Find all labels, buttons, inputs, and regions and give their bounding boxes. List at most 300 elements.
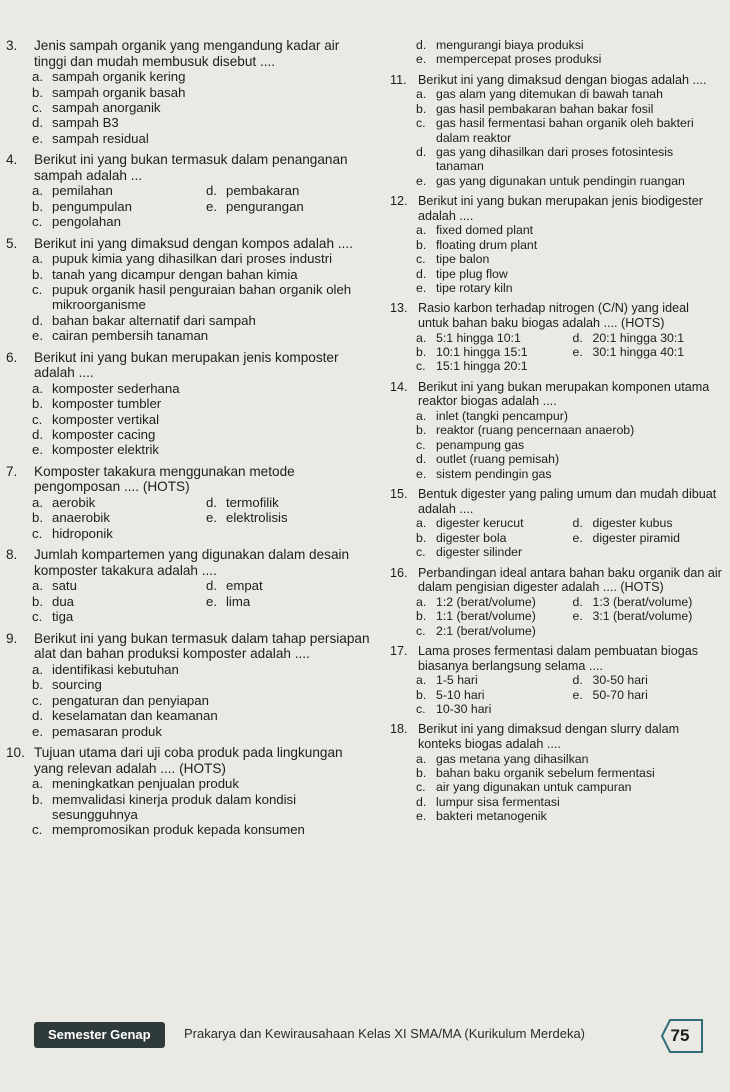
question-text: Rasio karbon terhadap nitrogen (C/N) yang ideal untuk bahan baku biogas adalah .... (HOTS) (418, 301, 689, 331)
option-text: komposter cacing (52, 427, 156, 443)
answer-option[interactable] (416, 223, 723, 237)
option-letter: c. (416, 623, 426, 638)
options-list (416, 673, 723, 716)
option-text: identifikasi kebutuhan (52, 661, 179, 677)
options-list (416, 87, 723, 188)
option-text (593, 702, 724, 716)
answer-option[interactable] (32, 578, 200, 593)
question-stem (4, 464, 374, 495)
question-stem (4, 236, 374, 252)
option-text: tipe plug flow (436, 266, 508, 281)
option-letter: a. (32, 69, 43, 85)
question-text: Berikut ini yang dimaksud dengan kompos adalah .... (34, 235, 353, 251)
question-stem (388, 566, 723, 595)
question-text: Berikut ini yang bukan termasuk dalam tahap persiapan alat dan bahan produksi komposter adalah .... (34, 630, 370, 662)
question-item (388, 487, 723, 559)
option-text (226, 609, 374, 624)
answer-option[interactable] (206, 199, 374, 214)
option-text: hidroponik (52, 525, 113, 541)
option-text: 10-30 hari (436, 701, 492, 716)
answer-option[interactable] (416, 102, 723, 116)
answer-option[interactable] (32, 282, 374, 313)
question-number: 18. (390, 722, 408, 737)
answer-option[interactable] (416, 595, 567, 609)
options-list (32, 662, 374, 739)
option-text: tipe rotary kiln (436, 281, 513, 296)
option-text: tiga (52, 609, 74, 625)
option-text: bahan baku organik sebelum fermentasi (436, 765, 655, 780)
answer-option[interactable] (416, 673, 567, 687)
options-list (32, 495, 374, 541)
option-text: fixed domed plant (436, 223, 534, 238)
answer-option[interactable] (32, 412, 374, 427)
answer-option[interactable] (416, 174, 723, 188)
option-letter: a. (32, 183, 43, 199)
answer-option[interactable] (32, 526, 200, 541)
option-letter: b. (416, 423, 427, 438)
question-text: Komposter takakura menggunakan metode pengomposan .... (HOTS) (34, 463, 295, 495)
option-text: gas alam yang ditemukan di bawah tanah (436, 87, 663, 102)
answer-option[interactable] (32, 396, 374, 411)
options-list (32, 183, 374, 229)
option-text: 5:1 hingga 10:1 (436, 330, 521, 345)
options-list (32, 381, 374, 458)
answer-option[interactable] (416, 281, 723, 295)
option-text: komposter elektrik (52, 442, 160, 458)
option-text: penampung gas (436, 437, 525, 452)
option-letter: b. (416, 687, 427, 702)
option-text: pengurangan (226, 198, 304, 214)
option-text: mempercepat proses produksi (436, 52, 602, 67)
options-list (32, 251, 374, 343)
answer-option[interactable] (32, 100, 374, 115)
answer-option[interactable] (416, 702, 567, 716)
answer-option[interactable] (206, 609, 374, 624)
question-text: Lama proses fermentasi dalam pembuatan biogas biasanya berlangsung selama .... (418, 643, 699, 673)
option-text (593, 359, 724, 373)
option-text: 1:3 (berat/volume) (592, 594, 693, 609)
option-letter: b. (32, 266, 43, 282)
question-item (4, 38, 374, 146)
option-letter: c. (32, 411, 43, 427)
option-letter (206, 609, 226, 624)
option-text: memvalidasi kinerja produk dalam kondisi sesungguhnya (52, 791, 297, 822)
answer-option[interactable] (416, 52, 723, 66)
answer-option[interactable] (416, 609, 567, 623)
question-text: Berikut ini yang bukan merupakan komponen utama reaktor biogas adalah .... (418, 379, 710, 409)
option-letter: e. (572, 687, 583, 702)
question-item (4, 547, 374, 624)
question-text: Perbandingan ideal antara bahan baku organik dan air dalam pengisian digester adalah .... (HOTS) (418, 565, 722, 595)
question-text: Jenis sampah organik yang mengandung kadar air tinggi dan mudah membusuk disebut .... (34, 38, 340, 69)
option-text: 1-5 hari (436, 673, 478, 688)
question-number: 11. (390, 72, 407, 87)
option-text: pemasaran produk (52, 723, 162, 739)
option-text: lumpur sisa fermentasi (436, 794, 560, 809)
option-letter: a. (416, 223, 427, 238)
answer-option[interactable] (32, 792, 374, 823)
answer-option[interactable] (416, 238, 723, 252)
option-text: 20:1 hingga 30:1 (592, 330, 685, 345)
answer-option[interactable] (32, 115, 374, 130)
options-list (416, 38, 723, 67)
answer-option[interactable] (416, 87, 723, 101)
option-letter: c. (416, 701, 426, 716)
answer-option[interactable] (32, 693, 374, 708)
question-number: 12. (390, 194, 408, 209)
answer-option[interactable] (32, 662, 374, 677)
option-letter: a. (416, 87, 427, 102)
answer-option[interactable] (573, 516, 724, 530)
answer-option[interactable] (206, 214, 374, 229)
question-number: 6. (6, 349, 18, 365)
option-letter: a. (32, 380, 43, 396)
option-text: pengumpulan (52, 198, 132, 214)
option-letter: e. (32, 442, 43, 458)
option-text: sampah residual (52, 130, 149, 146)
option-letter (573, 359, 593, 373)
answer-option[interactable] (573, 624, 724, 638)
question-item (388, 380, 723, 481)
option-text: pupuk kimia yang dihasilkan dari proses industri (52, 251, 333, 267)
option-letter: e. (416, 52, 427, 67)
option-letter: c. (416, 252, 426, 267)
answer-option[interactable] (206, 183, 374, 198)
option-text: sourcing (52, 677, 102, 693)
option-text: sampah anorganik (52, 100, 161, 115)
option-text: floating drum plant (436, 237, 538, 252)
question-number: 4. (6, 152, 18, 168)
option-letter: b. (32, 791, 43, 807)
option-text: digester piramid (592, 530, 680, 545)
answer-option[interactable] (32, 724, 374, 739)
option-letter: a. (32, 661, 43, 677)
question-stem (4, 745, 374, 776)
answer-option[interactable] (573, 345, 724, 359)
answer-option[interactable] (32, 510, 200, 525)
option-letter: d. (572, 673, 583, 688)
option-letter: c. (32, 282, 43, 298)
question-stem (4, 547, 374, 578)
answer-option[interactable] (573, 545, 724, 559)
answer-option[interactable] (32, 594, 200, 609)
answer-option[interactable] (206, 594, 374, 609)
question-stem (388, 194, 723, 223)
option-text: pengaturan dan penyiapan (52, 692, 209, 708)
option-text: sampah organik basah (52, 84, 186, 100)
option-letter: b. (32, 677, 43, 693)
options-list (416, 409, 723, 481)
option-letter: d. (416, 145, 427, 160)
option-letter: a. (416, 409, 427, 424)
option-letter: e. (206, 198, 217, 214)
option-text: pembakaran (226, 183, 300, 199)
answer-option[interactable] (416, 545, 567, 559)
option-letter: a. (416, 673, 427, 688)
answer-option[interactable] (206, 526, 374, 541)
question-number: 17. (390, 643, 408, 658)
answer-option[interactable] (32, 267, 374, 282)
answer-option[interactable] (573, 359, 724, 373)
option-text (593, 624, 724, 638)
option-text: 30-50 hari (592, 673, 648, 688)
option-text: termofilik (226, 495, 279, 511)
answer-option[interactable] (416, 688, 567, 702)
question-stem (388, 301, 723, 330)
option-text: gas yang dihasilkan dari proses fotosintesis tanaman (436, 145, 674, 174)
option-text: digester kerucut (436, 516, 524, 531)
answer-option[interactable] (32, 381, 374, 396)
question-item (4, 236, 374, 344)
option-text: elektrolisis (226, 510, 288, 526)
answer-option[interactable] (32, 183, 200, 198)
option-letter: b. (416, 530, 427, 545)
question-stem (388, 722, 723, 751)
option-letter: e. (572, 530, 583, 545)
answer-option[interactable] (32, 609, 200, 624)
option-letter: c. (416, 116, 426, 131)
answer-option[interactable] (32, 85, 374, 100)
option-letter: d. (416, 266, 427, 281)
option-letter: c. (32, 100, 43, 115)
question-text: Jumlah kompartemen yang digunakan dalam desain komposter takakura adalah .... (34, 547, 350, 578)
answer-option[interactable] (416, 795, 723, 809)
option-letter (206, 214, 226, 229)
option-letter: d. (206, 578, 217, 594)
right-column (388, 38, 723, 830)
option-letter: b. (416, 237, 427, 252)
option-text: gas hasil fermentasi bahan organik oleh bakteri dalam reaktor (436, 116, 694, 145)
option-letter: b. (416, 101, 427, 116)
option-letter: a. (416, 516, 427, 531)
answer-option[interactable] (32, 495, 200, 510)
option-text: 1:2 (berat/volume) (436, 594, 536, 609)
answer-option[interactable] (32, 69, 374, 84)
option-letter: c. (416, 780, 426, 795)
question-number: 16. (390, 565, 408, 580)
option-letter: e. (416, 466, 427, 481)
option-letter: a. (32, 251, 43, 267)
question-item (388, 644, 723, 716)
option-text: komposter tumbler (52, 396, 162, 412)
answer-option[interactable] (416, 624, 567, 638)
option-text (226, 526, 374, 541)
options-list (416, 516, 723, 559)
options-list (416, 223, 723, 295)
answer-option[interactable] (573, 331, 724, 345)
question-stem (4, 631, 374, 662)
option-text: dua (52, 593, 75, 609)
question-text: Tujuan utama dari uji coba produk pada lingkungan yang relevan adalah .... (HOTS) (34, 744, 343, 776)
option-letter: e. (32, 130, 43, 146)
question-item (4, 152, 374, 229)
answer-option[interactable] (206, 495, 374, 510)
question-number: 9. (6, 630, 18, 646)
option-letter: e. (32, 723, 43, 739)
option-text: tanah yang dicampur dengan bahan kimia (52, 266, 298, 282)
option-text: 3:1 (berat/volume) (592, 609, 693, 624)
answer-option[interactable] (416, 116, 723, 145)
option-letter: d. (206, 495, 217, 511)
answer-option[interactable] (416, 766, 723, 780)
option-letter (573, 624, 593, 638)
option-letter: a. (416, 594, 427, 609)
option-letter: c. (416, 437, 426, 452)
answer-option[interactable] (416, 409, 723, 423)
option-text: keselamatan dan keamanan (52, 708, 218, 724)
question-number: 5. (6, 235, 18, 251)
answer-option[interactable] (573, 595, 724, 609)
answer-option[interactable] (416, 752, 723, 766)
answer-option[interactable] (32, 822, 374, 837)
option-text: reaktor (ruang pencernaan anaerob) (436, 423, 635, 438)
answer-option[interactable] (416, 267, 723, 281)
option-letter: a. (416, 330, 427, 345)
options-list (32, 776, 374, 838)
option-text: pemilahan (52, 183, 113, 199)
question-text: Berikut ini yang bukan merupakan jenis komposter adalah .... (34, 349, 339, 381)
option-text: 15:1 hingga 20:1 (436, 359, 528, 374)
option-text: aerobik (52, 495, 96, 511)
answer-option[interactable] (573, 688, 724, 702)
answer-option[interactable] (32, 776, 374, 791)
question-text: Berikut ini yang dimaksud dengan biogas adalah .... (418, 72, 707, 87)
question-item (388, 194, 723, 295)
option-letter: b. (32, 84, 43, 100)
page-footer (34, 1010, 724, 1070)
option-text: cairan pembersih tanaman (52, 328, 209, 344)
option-text: sampah organik kering (52, 69, 186, 85)
option-text: mengurangi biaya produksi (436, 38, 584, 52)
option-letter: a. (32, 578, 43, 594)
question-item (4, 350, 374, 458)
answer-option[interactable] (416, 516, 567, 530)
options-list (32, 69, 374, 146)
answer-option[interactable] (32, 677, 374, 692)
option-letter: c. (32, 525, 43, 541)
answer-option[interactable] (32, 214, 200, 229)
answer-option[interactable] (416, 359, 567, 373)
question-continuation (388, 38, 723, 67)
option-text (593, 545, 724, 559)
options-list (416, 752, 723, 824)
option-text: bahan bakar alternatif dari sampah (52, 312, 256, 328)
option-letter: c. (416, 545, 426, 560)
page-number-label: 75 (670, 1026, 690, 1045)
option-text: 30:1 hingga 40:1 (592, 345, 685, 360)
option-text: mempromosikan produk kepada konsumen (52, 822, 305, 838)
answer-option[interactable] (416, 331, 567, 345)
question-number: 10. (6, 744, 25, 760)
option-letter: a. (416, 751, 427, 766)
options-list (416, 331, 723, 374)
answer-option[interactable] (32, 251, 374, 266)
option-letter: c. (32, 692, 43, 708)
option-letter: e. (572, 345, 583, 360)
option-letter: d. (206, 183, 217, 199)
question-item (388, 722, 723, 823)
option-letter: d. (32, 115, 43, 131)
answer-option[interactable] (32, 131, 374, 146)
option-text: digester bola (436, 530, 507, 545)
answer-option[interactable] (573, 531, 724, 545)
option-text: 5-10 hari (436, 687, 485, 702)
option-letter: d. (32, 312, 43, 328)
question-number: 14. (390, 379, 408, 394)
option-letter: e. (206, 510, 217, 526)
option-letter: b. (416, 609, 427, 624)
answer-option[interactable] (416, 345, 567, 359)
answer-option[interactable] (416, 423, 723, 437)
answer-option[interactable] (416, 780, 723, 794)
option-letter: e. (416, 281, 427, 296)
question-text: Bentuk digester yang paling umum dan mudah dibuat adalah .... (418, 487, 717, 516)
answer-option[interactable] (416, 467, 723, 481)
answer-option[interactable] (416, 809, 723, 823)
option-text: satu (52, 578, 77, 594)
question-item (388, 301, 723, 373)
option-letter (573, 545, 593, 559)
option-letter (206, 526, 226, 541)
answer-option[interactable] (206, 578, 374, 593)
option-letter: d. (416, 794, 427, 809)
answer-option[interactable] (416, 252, 723, 266)
option-text: 2:1 (berat/volume) (436, 623, 536, 638)
option-letter: b. (32, 198, 43, 214)
option-letter: c. (32, 822, 43, 838)
answer-option[interactable] (416, 438, 723, 452)
option-text: tipe balon (436, 252, 490, 267)
option-letter: e. (32, 328, 43, 344)
answer-option[interactable] (206, 510, 374, 525)
option-text: meningkatkan penjualan produk (52, 776, 239, 792)
option-letter: d. (572, 330, 583, 345)
answer-option[interactable] (32, 199, 200, 214)
option-text: outlet (ruang pemisah) (436, 452, 560, 467)
option-text: pengolahan (52, 214, 121, 230)
option-letter: b. (416, 345, 427, 360)
question-text: Berikut ini yang bukan termasuk dalam penanganan sampah adalah ... (34, 152, 348, 183)
answer-option[interactable] (32, 427, 374, 442)
book-title: Prakarya dan Kewirausahaan Kelas XI SMA/MA (Kurikulum Merdeka) (184, 1026, 586, 1041)
answer-option[interactable] (32, 442, 374, 457)
options-list (416, 595, 723, 638)
option-text: 50-70 hari (592, 687, 648, 702)
answer-option[interactable] (573, 609, 724, 623)
question-item (4, 464, 374, 541)
question-item (388, 73, 723, 188)
answer-option[interactable] (32, 313, 374, 328)
option-letter: c. (32, 214, 43, 230)
question-stem (4, 152, 374, 183)
answer-option[interactable] (416, 38, 723, 52)
answer-option[interactable] (32, 708, 374, 723)
option-letter: b. (32, 510, 43, 526)
answer-option[interactable] (416, 452, 723, 466)
answer-option[interactable] (573, 702, 724, 716)
answer-option[interactable] (573, 673, 724, 687)
option-text (226, 214, 374, 229)
answer-option[interactable] (416, 531, 567, 545)
answer-option[interactable] (416, 145, 723, 174)
answer-option[interactable] (32, 328, 374, 343)
option-letter: d. (32, 427, 43, 443)
question-number: 8. (6, 547, 18, 563)
option-text: inlet (tangki pencampur) (436, 409, 568, 424)
option-text: komposter sederhana (52, 380, 180, 396)
option-letter: b. (32, 396, 43, 412)
option-letter: e. (206, 593, 217, 609)
